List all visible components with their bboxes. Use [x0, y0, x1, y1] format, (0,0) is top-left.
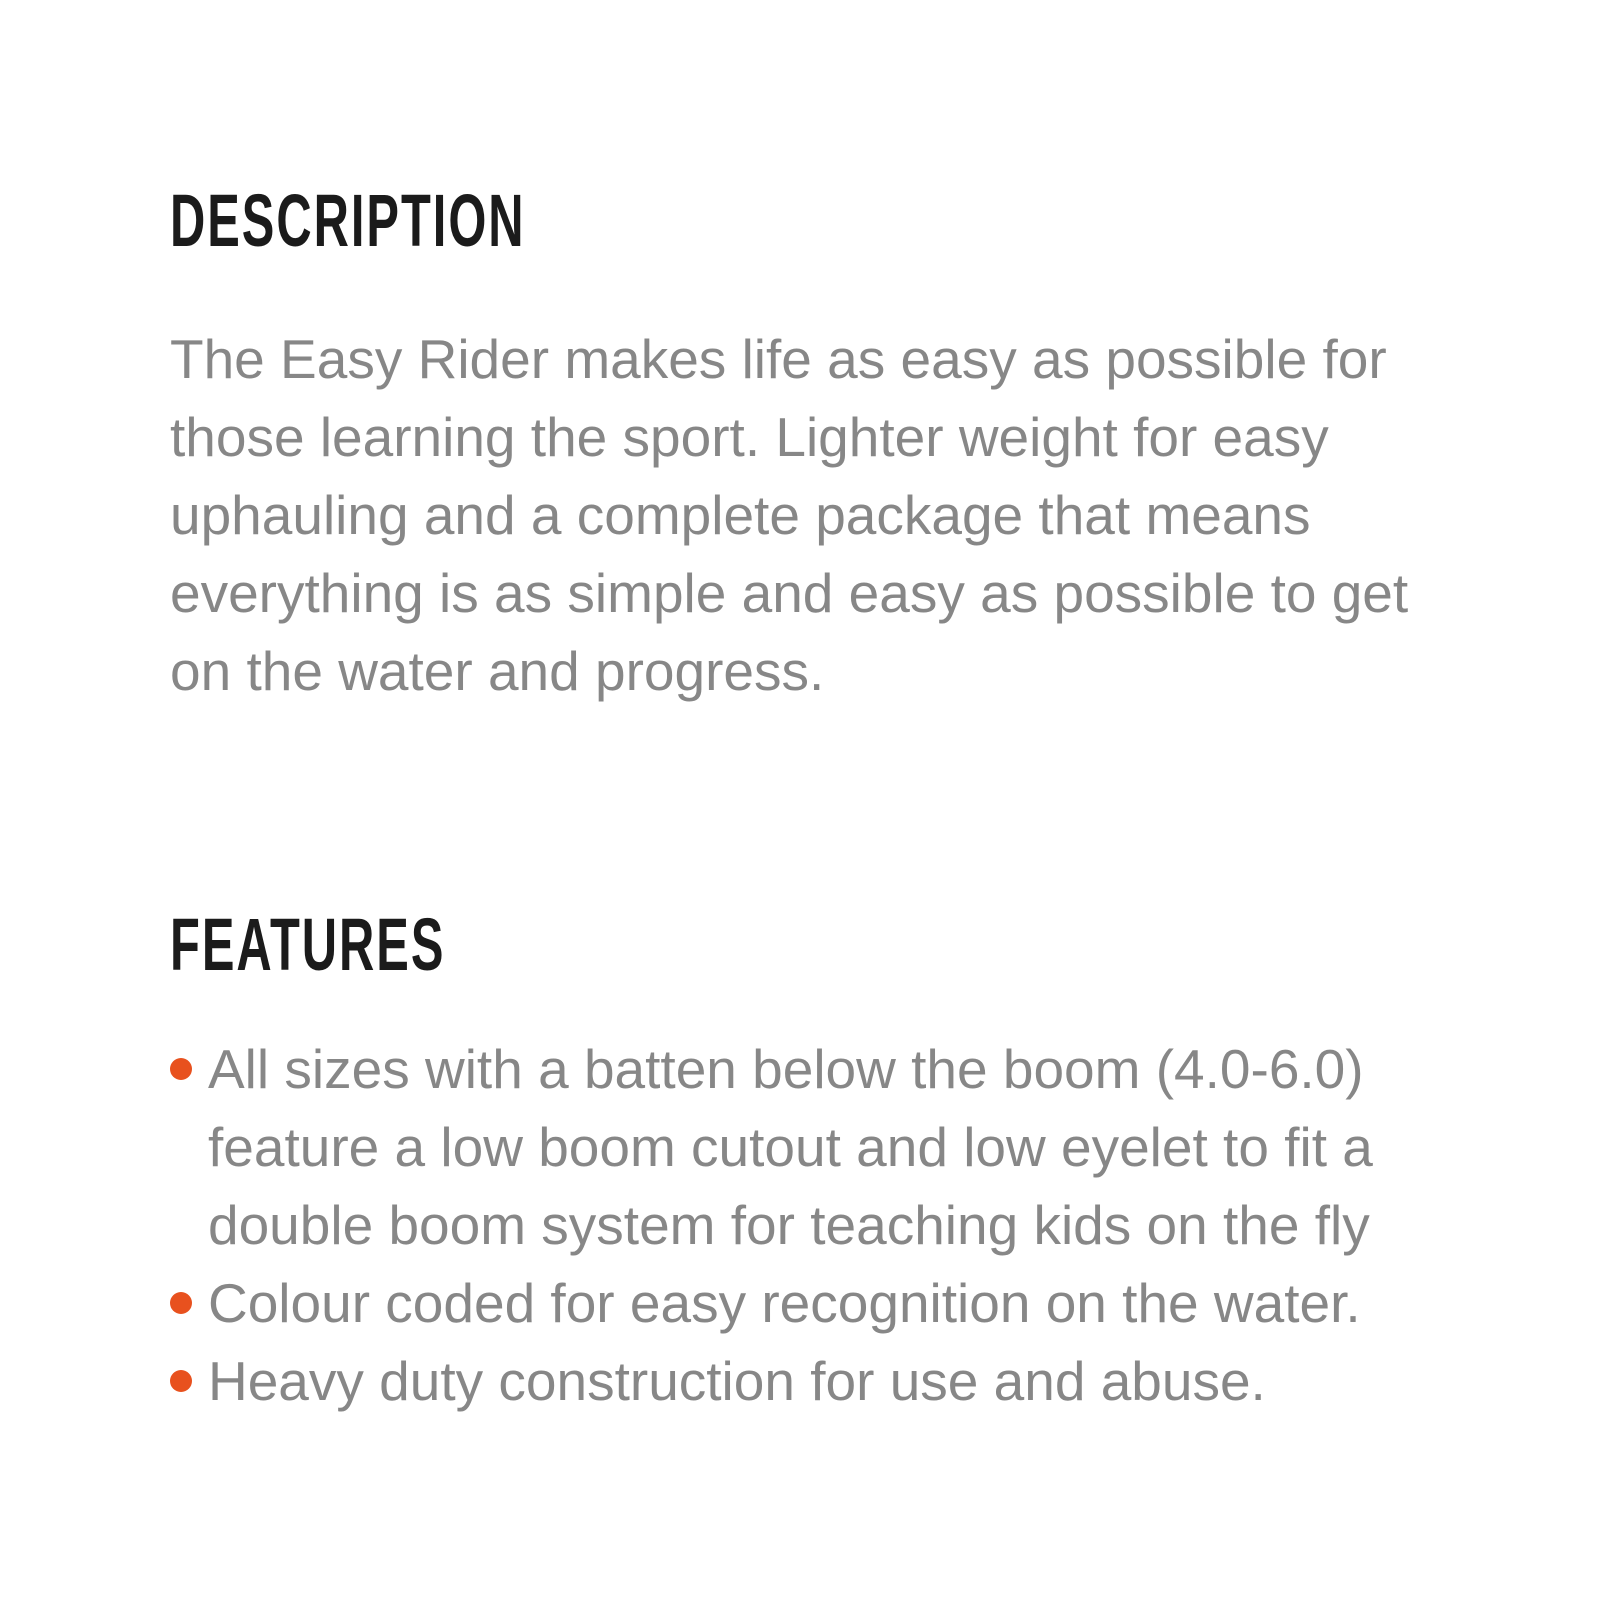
feature-item-text: All sizes with a batten below the boom (4.0-6.0) feature a low boom cutout and low eyelet to fit a double boom system for teaching kids on the fly — [208, 1038, 1373, 1256]
feature-item-text: Heavy duty construction for use and abuse. — [208, 1350, 1266, 1412]
feature-item-text: Colour coded for easy recognition on the water. — [208, 1272, 1361, 1334]
bullet-icon — [170, 1370, 192, 1392]
description-section — [170, 179, 1440, 710]
list-item — [170, 1264, 1440, 1342]
content-column — [170, 170, 1440, 1420]
description-heading: DESCRIPTION — [170, 179, 526, 262]
list-item — [170, 1342, 1440, 1420]
features-heading: FEATURES — [170, 903, 446, 986]
features-list — [170, 1030, 1440, 1420]
bullet-icon — [170, 1292, 192, 1314]
list-item — [170, 1030, 1440, 1264]
features-section — [170, 903, 1440, 1420]
description-paragraph: The Easy Rider makes life as easy as possible for those learning the sport. Lighter weight for easy uphauling and a complete package that means everything is as simple and easy as possible to get on the water and progress. — [170, 328, 1409, 702]
bullet-icon — [170, 1058, 192, 1080]
description-heading-wrap — [170, 179, 1440, 262]
features-heading-wrap — [170, 903, 1440, 986]
